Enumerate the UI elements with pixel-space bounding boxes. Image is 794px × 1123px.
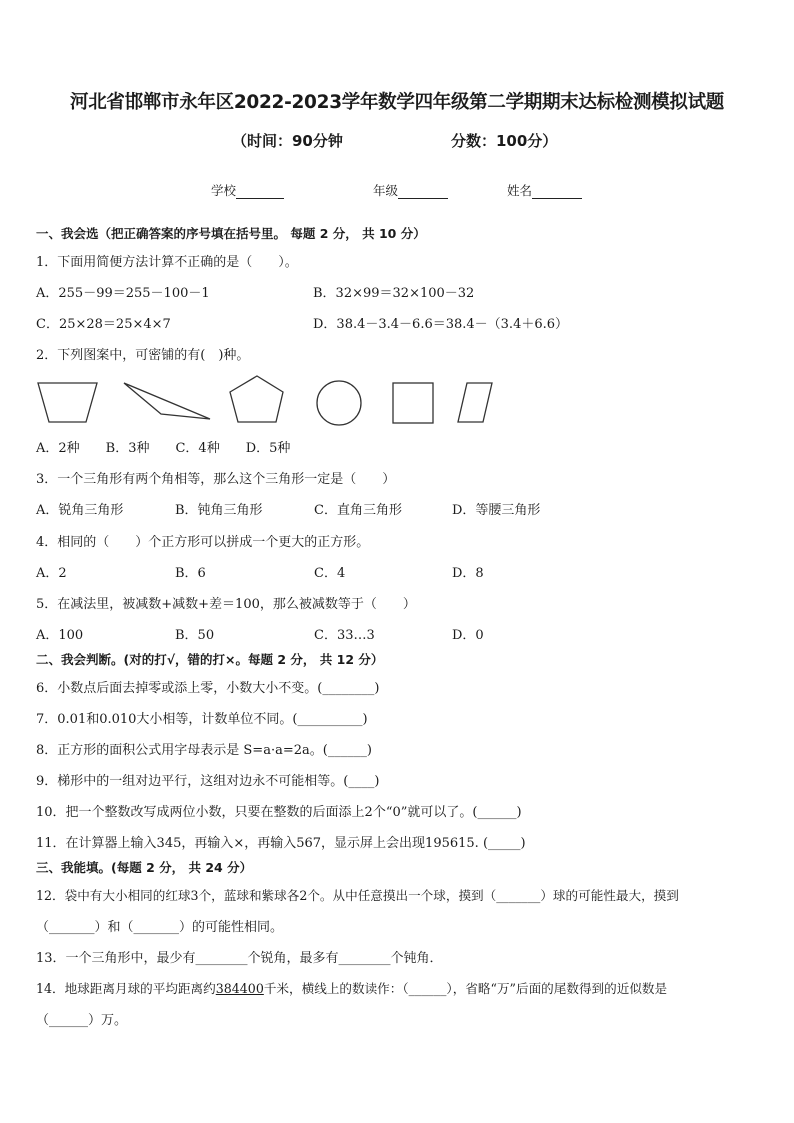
- circle-icon: [317, 381, 361, 425]
- question-2-stem: 2．下列图案中，可密铺的有( )种。: [36, 348, 250, 363]
- question-8[interactable]: 8．正方形的面积公式用字母表示是 S=a·a=2a。(______): [36, 743, 372, 758]
- pentagon-icon: [230, 376, 283, 422]
- q4-option-b[interactable]: B．6: [175, 566, 206, 581]
- grade-label: 年级: [373, 183, 399, 198]
- trapezoid-icon: [38, 383, 97, 422]
- school-blank[interactable]: [236, 184, 284, 199]
- q5-option-d[interactable]: D．0: [452, 628, 484, 643]
- q14-prefix: 14．地球距离月球的平均距离约: [36, 981, 216, 996]
- q3-option-b[interactable]: B．钝角三角形: [175, 503, 263, 518]
- q3-option-a[interactable]: A．锐角三角形: [36, 503, 124, 518]
- triangle-icon: [124, 383, 210, 419]
- q1-option-a[interactable]: A．255－99＝255－100－1: [36, 286, 210, 301]
- school-label: 学校: [211, 183, 237, 198]
- q5-option-c[interactable]: C．33…3: [314, 628, 375, 643]
- q3-option-d[interactable]: D．等腰三角形: [452, 503, 541, 518]
- q1-option-c[interactable]: C．25×28＝25×4×7: [36, 317, 171, 332]
- question-3-stem: 3．一个三角形有两个角相等，那么这个三角形一定是（ ）: [36, 472, 396, 487]
- question-7[interactable]: 7．0.01和0.010大小相等，计数单位不同。(__________): [36, 712, 368, 727]
- parallelogram-icon: [458, 383, 492, 422]
- q5-option-a[interactable]: A．100: [36, 628, 84, 643]
- q4-option-a[interactable]: A．2: [36, 566, 67, 581]
- square-icon: [393, 383, 433, 423]
- q2-shapes-figure: [30, 370, 500, 430]
- question-11[interactable]: 11．在计算器上输入345，再输入×，再输入567，显示屏上会出现195615. (_____): [36, 836, 526, 851]
- page-title: 河北省邯郸市永年区2022-2023学年数学四年级第二学期期末达标检测模拟试题: [70, 92, 724, 113]
- exam-score: 分数：100分）: [451, 132, 558, 150]
- name-blank[interactable]: [532, 184, 582, 199]
- section-heading-choice: 一、我会选（把正确答案的序号填在括号里。 每题 2 分， 共 10 分）: [36, 226, 426, 241]
- question-14-line2[interactable]: （______）万。: [36, 1013, 128, 1028]
- q14-distance-number: 384400: [215, 981, 264, 996]
- name-field: [507, 181, 582, 199]
- exam-time: （时间：90分钟: [232, 132, 343, 150]
- question-1-stem: 1．下面用简便方法计算不正确的是（ ）。: [36, 255, 298, 270]
- grade-field: [373, 181, 448, 199]
- q3-option-c[interactable]: C．直角三角形: [314, 503, 402, 518]
- question-9[interactable]: 9．梯形中的一组对边平行，这组对边永不可能相等。(____): [36, 774, 380, 789]
- q1-option-d[interactable]: D．38.4－3.4－6.6＝38.4－（3.4＋6.6）: [313, 317, 569, 332]
- grade-blank[interactable]: [398, 184, 448, 199]
- q4-option-d[interactable]: D．8: [452, 566, 484, 581]
- question-13[interactable]: 13．一个三角形中，最少有________个锐角，最多有________个钝角．: [36, 951, 443, 966]
- question-14-line1[interactable]: [36, 978, 667, 997]
- question-12-line1[interactable]: 12．袋中有大小相同的红球3个，蓝球和紫球各2个。从中任意摸出一个球，摸到（_______）球的可能性最大，摸到: [36, 888, 679, 903]
- question-10[interactable]: 10．把一个整数改写成两位小数，只要在整数的后面添上2个“0”就可以了。(______): [36, 805, 522, 820]
- question-12-line2[interactable]: （_______）和（_______）的可能性相同。: [36, 920, 284, 935]
- name-label: 姓名: [507, 183, 533, 198]
- q5-option-b[interactable]: B．50: [175, 628, 215, 643]
- school-field: [211, 181, 284, 199]
- question-4-stem: 4．相同的（ ）个正方形可以拼成一个更大的正方形。: [36, 535, 370, 550]
- question-5-stem: 5．在减法里，被减数+减数+差＝100，那么被减数等于（ ）: [36, 597, 416, 612]
- section-heading-fill: 三、我能填。(每题 2 分， 共 24 分）: [36, 860, 253, 875]
- q14-suffix: 千米，横线上的数读作：（______），省略“万”后面的尾数得到的近似数是: [263, 981, 668, 996]
- question-6[interactable]: 6．小数点后面去掉零或添上零，小数大小不变。(________): [36, 681, 380, 696]
- q1-option-b[interactable]: B．32×99＝32×100－32: [313, 286, 475, 301]
- q4-option-c[interactable]: C．4: [314, 566, 346, 581]
- section-heading-judge: 二、我会判断。(对的打√，错的打×。每题 2 分， 共 12 分）: [36, 652, 384, 667]
- q2-options[interactable]: A．2种 B．3种 C．4种 D．5种: [36, 441, 291, 456]
